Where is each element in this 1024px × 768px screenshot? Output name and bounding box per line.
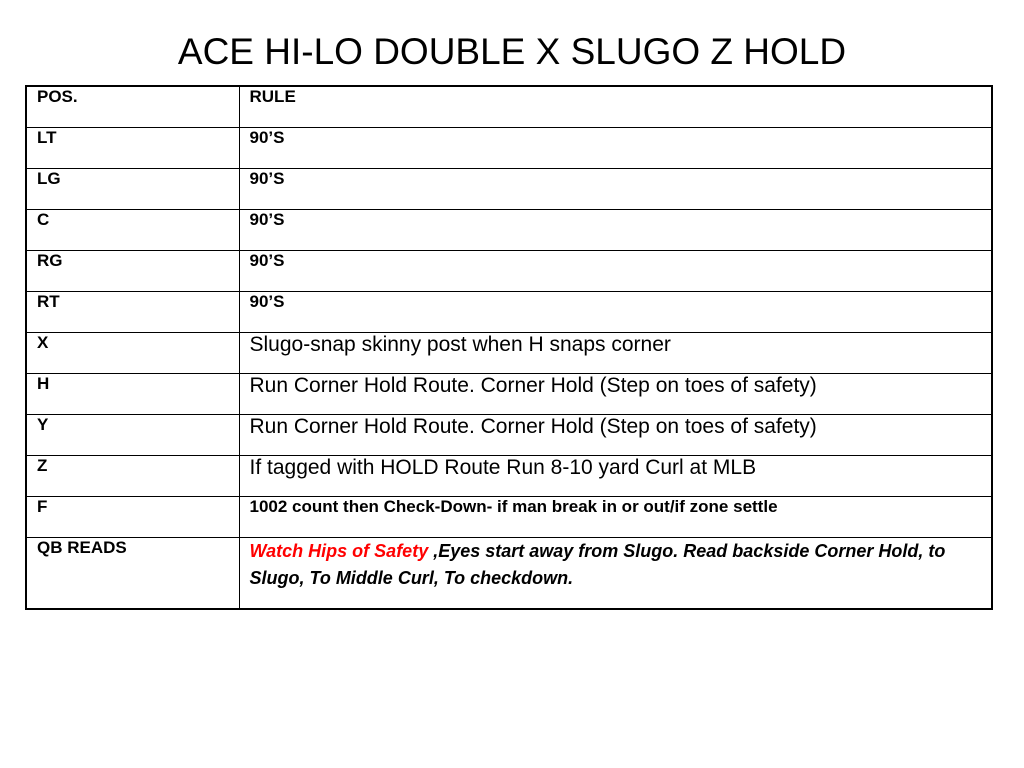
table-row-x [26, 333, 992, 374]
rule-cell: 90’S [239, 128, 992, 169]
pos-cell: C [26, 210, 239, 251]
header-pos: POS. [26, 86, 239, 128]
header-rule: RULE [239, 86, 992, 128]
pos-cell: QB READS [26, 538, 239, 610]
rule-cell: 90’S [239, 251, 992, 292]
pos-cell: X [26, 333, 239, 374]
rule-cell: 90’S [239, 292, 992, 333]
table-row-z [26, 456, 992, 497]
pos-cell: LT [26, 128, 239, 169]
table-row-lt [26, 128, 992, 169]
pos-cell: Z [26, 456, 239, 497]
pos-cell: RT [26, 292, 239, 333]
table-row-f [26, 497, 992, 538]
slide-title: ACE HI-LO DOUBLE X SLUGO Z HOLD [177, 31, 847, 72]
pos-cell: LG [26, 169, 239, 210]
table-row-y [26, 415, 992, 456]
pos-cell: Y [26, 415, 239, 456]
table-row-rg [26, 251, 992, 292]
table-row-rt [26, 292, 992, 333]
table-row-c [26, 210, 992, 251]
rule-cell: Run Corner Hold Route. Corner Hold (Step on toes of safety) [239, 415, 992, 456]
table-header-row [26, 86, 992, 128]
table-row-lg [26, 169, 992, 210]
table-row-qb-reads [26, 538, 992, 610]
qb-reads-cell [239, 538, 992, 610]
rule-cell: 90’S [239, 169, 992, 210]
qb-read-text: ,Eyes start away from Slugo. Read backside Corner Hold, to Slugo, To Middle Curl, To checkdown. [249, 541, 946, 588]
pos-cell: H [26, 374, 239, 415]
qb-highlight-text: Watch Hips of Safety [249, 541, 429, 561]
rule-cell: 90’S [239, 210, 992, 251]
rule-cell: 1002 count then Check-Down- if man break in or out/if zone settle [239, 497, 992, 538]
rule-cell: Run Corner Hold Route. Corner Hold (Step on toes of safety) [239, 374, 992, 415]
pos-cell: RG [26, 251, 239, 292]
rule-cell: Slugo-snap skinny post when H snaps corner [239, 333, 992, 374]
play-rules-table [25, 85, 993, 610]
pos-cell: F [26, 497, 239, 538]
rule-cell: If tagged with HOLD Route Run 8-10 yard Curl at MLB [239, 456, 992, 497]
table-row-h [26, 374, 992, 415]
